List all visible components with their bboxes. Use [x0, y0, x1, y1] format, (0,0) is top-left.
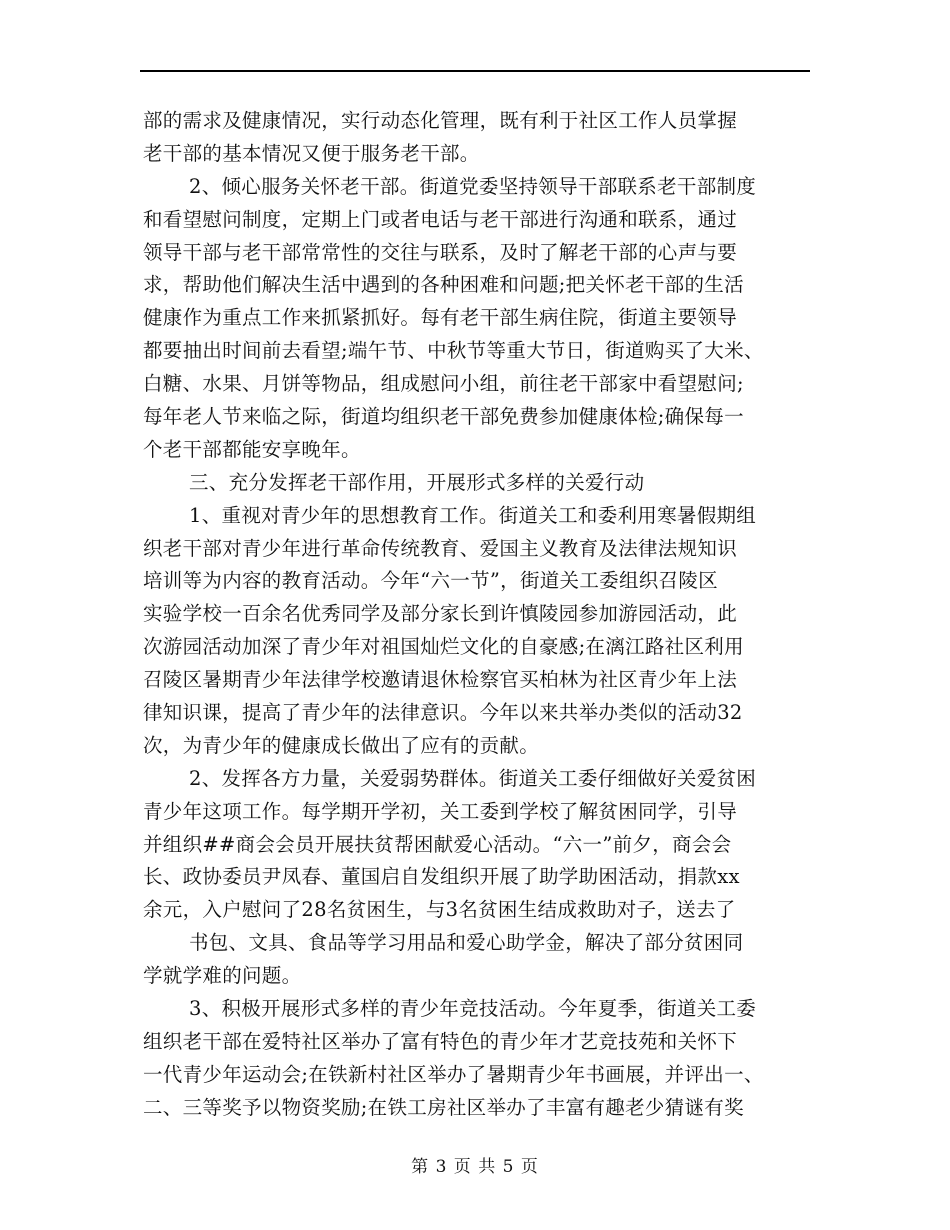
text-line: 学就学难的问题。 — [143, 964, 302, 988]
text-line: 次，为青少年的健康成长做出了应有的贡献。 — [143, 733, 540, 757]
text-line: 余元，入户慰问了28名贫困生，与3名贫困生结成救助对子，送去了 — [143, 898, 736, 922]
text-line: 老干部的基本情况又便于服务老干部。 — [143, 141, 480, 165]
text-line: 二、三等奖予以物资奖励;在铁工房社区举办了丰富有趣老少猜谜有奖 — [143, 1095, 744, 1119]
text-line: 召陵区暑期青少年法律学校邀请退休检察官买柏林为社区青少年上法 — [143, 668, 738, 692]
text-line: 2、发挥各方力量，关爱弱势群体。街道关工委仔细做好关爱贫困 — [189, 766, 757, 790]
text-line: 次游园活动加深了青少年对祖国灿烂文化的自豪感;在漓江路社区利用 — [143, 635, 744, 659]
text-line: 组织老干部在爱特社区举办了富有特色的青少年才艺竞技苑和关怀下 — [143, 1029, 738, 1053]
text-line: 律知识课，提高了青少年的法律意识。今年以来共举办类似的活动32 — [143, 701, 743, 725]
text-line: 青少年这项工作。每学期开学初，关工委到学校了解贫困同学，引导 — [143, 799, 738, 823]
text-line: 并组织##商会会员开展扶贫帮困献爱心活动。“六一”前夕，商会会 — [143, 832, 732, 856]
text-line: 1、重视对青少年的思想教育工作。街道关工和委利用寒暑假期组 — [189, 503, 757, 527]
text-line: 培训等为内容的教育活动。今年“六一节”，街道关工委组织召陵区 — [143, 569, 718, 593]
text-line: 个老干部都能安享晚年。 — [143, 437, 361, 461]
text-line: 三、充分发挥老干部作用，开展形式多样的关爱行动 — [189, 470, 645, 494]
document-body — [143, 105, 813, 1125]
text-line: 长、政协委员尹凤春、董国启自发组织开展了助学助困活动，捐款xx — [143, 865, 740, 889]
text-line: 健康作为重点工作来抓紧抓好。每有老干部生病住院，街道主要领导 — [143, 306, 738, 330]
text-line: 实验学校一百余名优秀同学及部分家长到许慎陵园参加游园活动，此 — [143, 602, 738, 626]
text-line: 书包、文具、食品等学习用品和爱心助学金，解决了部分贫困同 — [189, 931, 744, 955]
text-line: 白糖、水果、月饼等物品，组成慰问小组，前往老干部家中看望慰问; — [143, 372, 744, 396]
text-line: 和看望慰问制度，定期上门或者电话与老干部进行沟通和联系，通过 — [143, 207, 738, 231]
text-line: 每年老人节来临之际，街道均组织老干部免费参加健康体检;确保每一 — [143, 405, 744, 429]
page-number: 第 3 页 共 5 页 — [411, 1157, 539, 1177]
text-line: 都要抽出时间前去看望;端午节、中秋节等重大节日，街道购买了大米、 — [143, 339, 764, 363]
text-line: 求，帮助他们解决生活中遇到的各种困难和问题;把关怀老干部的生活 — [143, 273, 744, 297]
text-line: 织老干部对青少年进行革命传统教育、爱国主义教育及法律法规知识 — [143, 536, 738, 560]
text-line: 一代青少年运动会;在铁新村社区举办了暑期青少年书画展，并评出一、 — [143, 1062, 764, 1086]
header-rule — [140, 70, 810, 72]
text-line: 2、倾心服务关怀老干部。街道党委坚持领导干部联系老干部制度 — [189, 174, 757, 198]
text-line: 部的需求及健康情况，实行动态化管理，既有利于社区工作人员掌握 — [143, 109, 738, 132]
text-line: 领导干部与老干部常常性的交往与联系，及时了解老干部的心声与要 — [143, 240, 738, 264]
text-line: 3、积极开展形式多样的青少年竞技活动。今年夏季，街道关工委 — [189, 997, 757, 1021]
